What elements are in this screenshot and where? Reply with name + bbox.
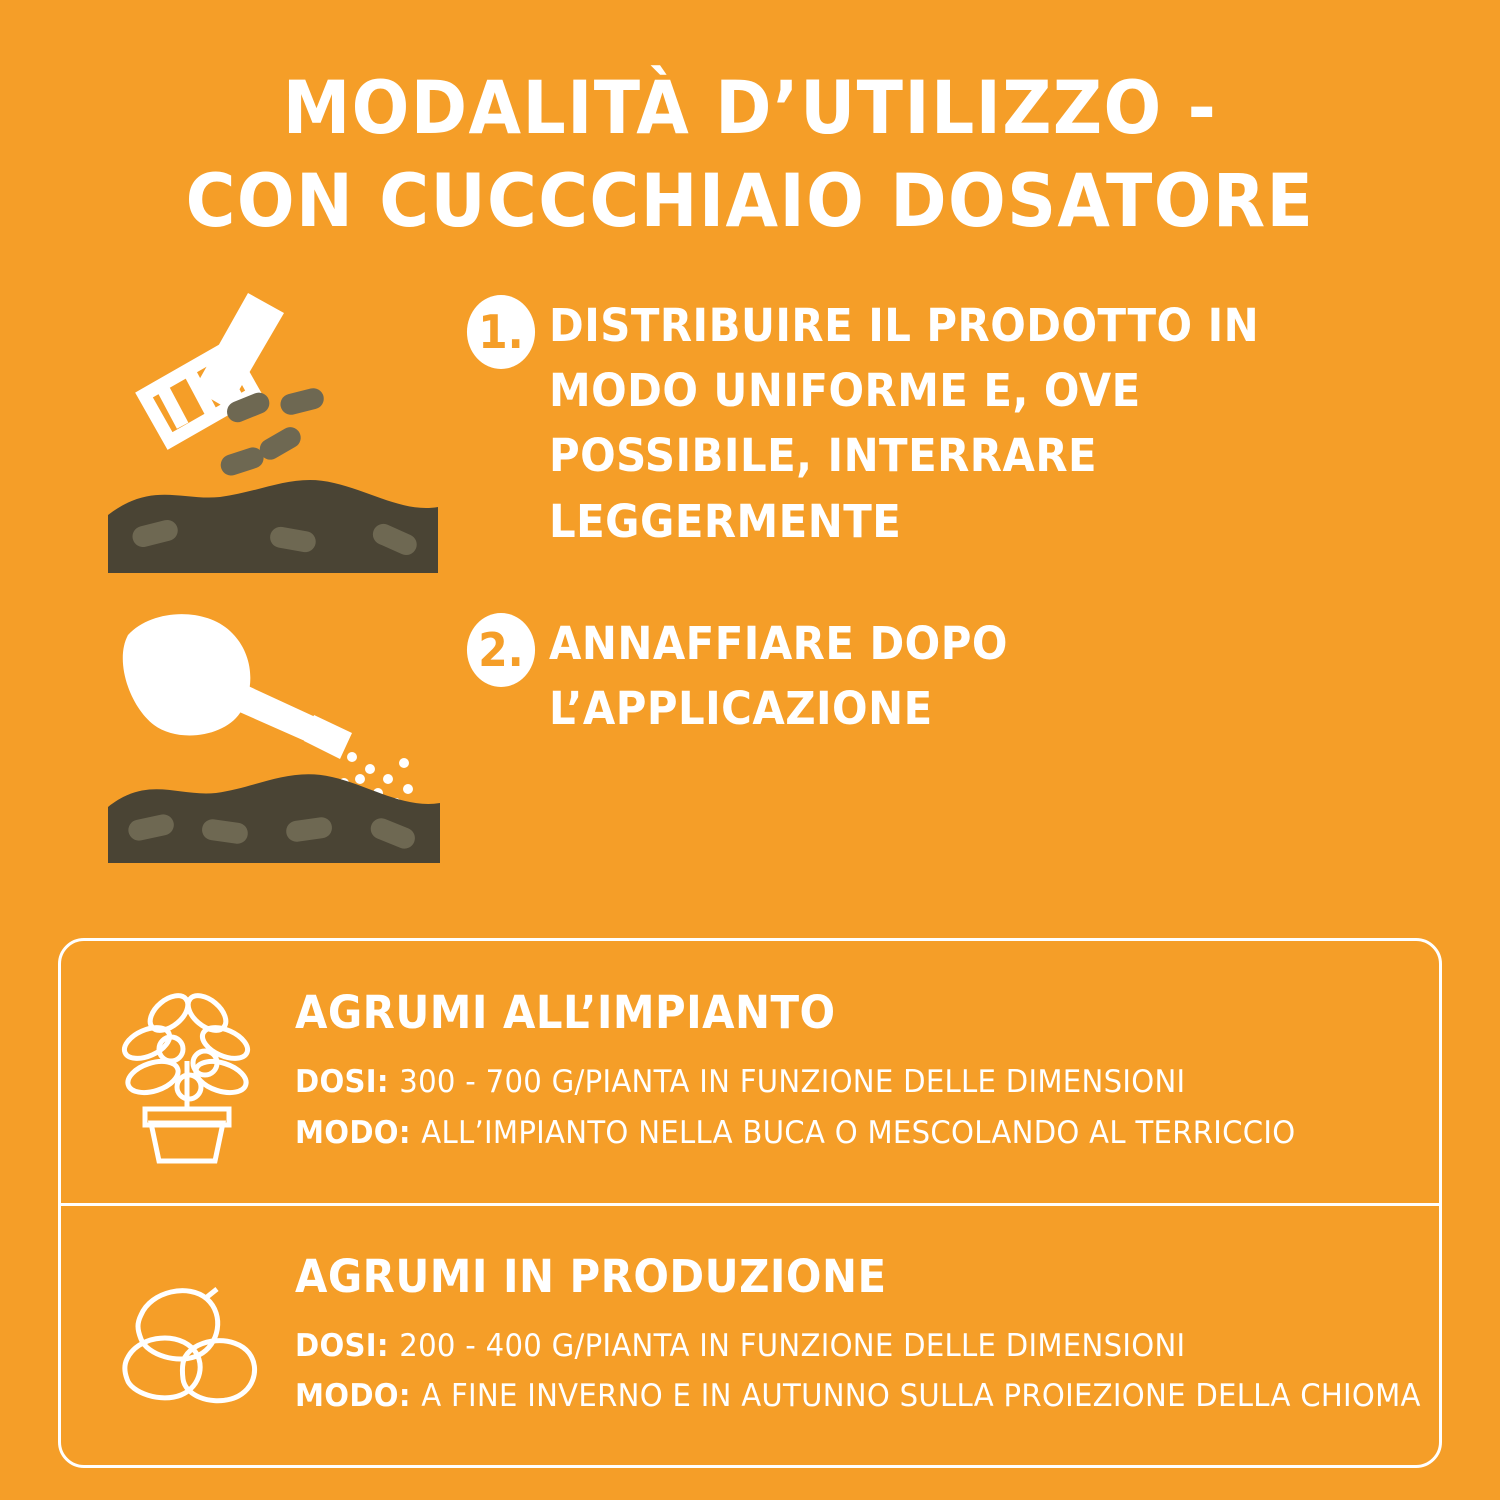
usage-steps [0,285,1500,873]
dose-label: DOSI: [295,1064,400,1101]
lemons-icon [83,1261,291,1411]
dose-value: 300 - 700 G/PIANTA IN FUNZIONE DELLE DIMENSIONI [399,1064,1186,1101]
mode-label: MODO: [295,1114,422,1151]
step-number-1 [453,285,549,369]
dose-label: DOSI: [295,1327,400,1364]
usage-step-2 [108,603,1440,873]
step-text-2: ANNAFFIARE DOPO L’APPLICAZIONE [549,616,1008,736]
dosage-card-body [291,1250,1493,1421]
title-line-2: CON CUCCCHIAIO DOSATORE [185,159,1315,245]
title-line-1: MODALITÀ D’UTILIZZO - [282,66,1218,151]
step-number-badge: 1. [467,295,535,369]
card-title: AGRUMI IN PRODUZIONE [295,1249,887,1303]
hand-spreading-granules-icon [108,285,453,585]
dosage-card-production [61,1203,1439,1465]
mode-label: MODO: [295,1378,422,1414]
step-number-badge: 2. [467,613,535,687]
page-title [0,0,1500,249]
watering-can-icon [108,603,453,873]
card-dose-row [295,1321,1421,1371]
step-text-1: DISTRIBUIRE IL PRODOTTO IN MODO UNIFORME E, OVE POSSIBILE, INTERRARE LEGGERMENTE [549,298,1260,548]
card-dose-row [295,1057,1346,1107]
card-title: AGRUMI ALL’IMPIANTO [295,986,836,1040]
step-number-2 [453,603,549,687]
card-mode-row [295,1371,1421,1421]
usage-step-1 [108,285,1440,585]
dosage-card-body [291,986,1413,1157]
dose-value: 200 - 400 G/PIANTA IN FUNZIONE DELLE DIMENSIONI [399,1327,1186,1364]
dosage-cards [58,938,1442,1468]
dosage-card-planting [61,941,1439,1203]
potted-citrus-plant-icon [83,977,291,1167]
mode-value: A FINE INVERNO E IN AUTUNNO SULLA PROIEZIONE DELLA CHIOMA [421,1378,1421,1414]
mode-value: ALL’IMPIANTO NELLA BUCA O MESCOLANDO AL TERRICCIO [421,1114,1296,1151]
card-mode-row [295,1108,1346,1158]
